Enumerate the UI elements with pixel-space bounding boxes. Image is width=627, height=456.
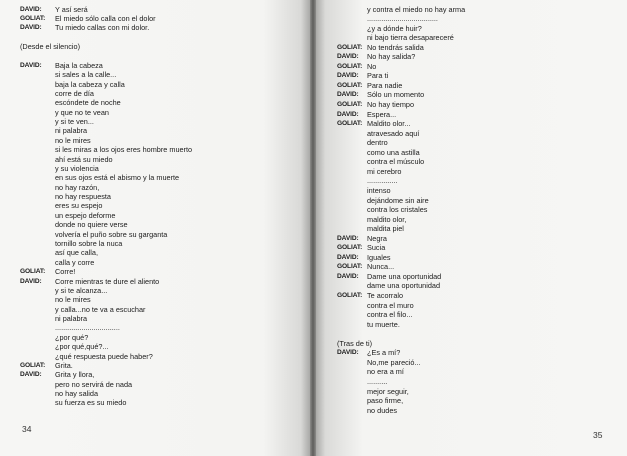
- dialogue-line: no le mires: [55, 295, 91, 305]
- speaker-label: GOLIAT:: [337, 120, 363, 128]
- speaker-label: GOLIAT:: [337, 81, 363, 89]
- speaker-label: GOLIAT:: [337, 263, 363, 271]
- dialogue-line: y contra el miedo no hay arma: [367, 4, 466, 14]
- dialogue-line: Baja la cabeza: [55, 60, 103, 70]
- speaker-label: DAVID:: [337, 349, 359, 357]
- speaker-label: GOLIAT:: [337, 244, 363, 252]
- dialogue-line: un espejo deforme: [55, 210, 116, 220]
- speaker-label: DAVID:: [337, 53, 359, 61]
- speaker-label: GOLIAT:: [20, 361, 46, 369]
- dialogue-line: Grita.: [55, 360, 73, 370]
- speaker-label: DAVID:: [20, 371, 42, 379]
- dialogue-line: no era a mí: [367, 367, 404, 377]
- dialogue-line: Espera...: [367, 109, 397, 119]
- dialogue-line: ¿por qué,qué?...: [55, 342, 109, 352]
- dialogue-line: Sucia: [367, 243, 386, 253]
- dialogue-line: No hay tiempo: [367, 100, 415, 109]
- dialogue-line: ni palabra: [55, 126, 88, 136]
- dialogue-line: ..........: [367, 376, 388, 386]
- dialogue-line: ¿Es a mí?: [367, 348, 401, 358]
- dialogue-line: Maldito olor...: [367, 119, 411, 129]
- speaker-label: GOLIAT:: [337, 62, 363, 70]
- dialogue-line: contra el filo...: [367, 310, 413, 320]
- dialogue-line: Negra: [367, 233, 387, 243]
- dialogue-line: Para ti: [367, 71, 389, 81]
- dialogue-line: Iguales: [367, 252, 391, 262]
- dialogue-line: eres su espejo: [55, 201, 103, 211]
- dialogue-line: No,me pareció...: [367, 357, 421, 367]
- dialogue-line: dame una oportunidad: [367, 281, 441, 291]
- stage-direction: (Tras de ti): [337, 338, 373, 348]
- speaker-label: DAVID:: [20, 277, 42, 285]
- dialogue-line: Nunca...: [367, 262, 395, 272]
- speaker-label: GOLIAT:: [337, 101, 363, 108]
- dialogue-line: ...............: [367, 176, 398, 186]
- dialogue-line: dejándome sin aire: [367, 195, 429, 205]
- dialogue-line: atravesado aquí: [367, 128, 420, 138]
- dialogue-line: pero no servirá de nada: [55, 379, 133, 389]
- dialogue-line: ¿qué respuesta puede haber?: [55, 351, 153, 361]
- dialogue-line: calla y corre: [55, 257, 95, 267]
- dialogue-line: Corre!: [55, 267, 76, 277]
- speaker-label: DAVID:: [337, 110, 359, 118]
- dialogue-line: y si te alcanza...: [55, 285, 108, 295]
- dialogue-line: Dame una oportunidad: [367, 271, 442, 281]
- dialogue-line: su fuerza es su miedo: [55, 398, 127, 408]
- dialogue-line: Tu miedo callas con mi dolor.: [55, 23, 150, 33]
- speaker-label: GOLIAT:: [20, 14, 46, 22]
- speaker-label: DAVID:: [337, 253, 359, 261]
- dialogue-line: Corre mientras te dure el aliento: [55, 276, 160, 286]
- dialogue-line: Y así será: [55, 4, 88, 14]
- dialogue-line: Sólo un momento: [367, 90, 425, 100]
- right-page: [316, 0, 627, 456]
- dialogue-line: No hay salida?: [367, 52, 416, 62]
- dialogue-line: volvería el puño sobre su garganta: [55, 229, 168, 239]
- dialogue-line: ¿por qué?: [55, 332, 89, 342]
- dialogue-line: tornillo sobre la nuca: [55, 239, 123, 248]
- speaker-label: GOLIAT:: [20, 268, 46, 276]
- dialogue-line: no le mires: [55, 135, 91, 145]
- dialogue-line: paso firme,: [367, 396, 404, 406]
- speaker-label: GOLIAT:: [337, 292, 363, 299]
- dialogue-line: mi cerebro: [367, 166, 402, 176]
- dialogue-line: contra el muro: [367, 300, 414, 310]
- dialogue-line: ni bajo tierra desapareceré: [367, 33, 454, 43]
- dialogue-line: y calla...no te va a escuchar: [55, 304, 146, 314]
- dialogue-line: No: [367, 61, 377, 71]
- dialogue-line: así que calla,: [55, 248, 98, 258]
- speaker-label: DAVID:: [337, 91, 359, 99]
- speaker-label: DAVID:: [337, 272, 359, 280]
- dialogue-line: donde no quiere verse: [55, 220, 128, 230]
- speaker-label: GOLIAT:: [337, 43, 363, 51]
- dialogue-line: ¿y a dónde huir?: [367, 23, 422, 33]
- dialogue-line: mejor seguir,: [367, 386, 409, 396]
- dialogue-line: intenso: [367, 185, 391, 195]
- dialogue-line: como una astilla: [367, 147, 420, 157]
- dialogue-line: corre de día: [55, 88, 94, 98]
- dialogue-line: Te acorralo: [367, 291, 404, 300]
- dialogue-line: ahí está su miedo: [55, 154, 113, 164]
- dialogue-line: si les miras a los ojos eres hombre muerto: [55, 145, 193, 155]
- speaker-label: DAVID:: [20, 61, 42, 69]
- speaker-label: DAVID:: [20, 24, 42, 32]
- dialogue-line: si sales a la calle...: [55, 70, 117, 80]
- page-number-right: 35: [593, 430, 603, 440]
- speaker-label: DAVID:: [337, 72, 359, 80]
- dialogue-line: escóndete de noche: [55, 98, 121, 108]
- dialogue-line: maldito olor,: [367, 214, 407, 224]
- dialogue-line: El miedo sólo calla con el dolor: [55, 13, 156, 23]
- dialogue-line: en sus ojos está el abismo y la muerte: [55, 173, 180, 183]
- speaker-label: DAVID:: [337, 234, 359, 242]
- dialogue-line: no hay razón,: [55, 182, 100, 192]
- left-page: [0, 0, 310, 456]
- dialogue-line: tu muerte.: [367, 319, 400, 329]
- dialogue-line: y si te ven...: [55, 117, 94, 127]
- dialogue-line: Para nadie: [367, 80, 403, 90]
- dialogue-line: no hay respuesta: [55, 192, 111, 202]
- dialogue-line: ................................: [55, 323, 120, 333]
- dialogue-line: y su violencia: [55, 163, 99, 173]
- page-number-left: 34: [22, 424, 32, 434]
- dialogue-line: maldita piel: [367, 224, 404, 234]
- dialogue-line: ni palabra: [55, 314, 88, 324]
- dialogue-line: no hay salida: [55, 389, 99, 399]
- dialogue-line: contra los cristales: [367, 205, 428, 215]
- dialogue-line: ...................................: [367, 14, 438, 24]
- dialogue-line: Grita y llora,: [55, 370, 95, 380]
- dialogue-line: y que no te vean: [55, 107, 109, 117]
- dialogue-line: contra el músculo: [367, 157, 425, 167]
- dialogue-line: no dudes: [367, 405, 398, 415]
- speaker-label: DAVID:: [20, 5, 42, 13]
- dialogue-line: dentro: [367, 138, 388, 148]
- stage-direction: (Desde el silencio): [20, 42, 81, 52]
- dialogue-line: No tendrás salida: [367, 42, 424, 52]
- dialogue-line: baja la cabeza y calla: [55, 79, 125, 89]
